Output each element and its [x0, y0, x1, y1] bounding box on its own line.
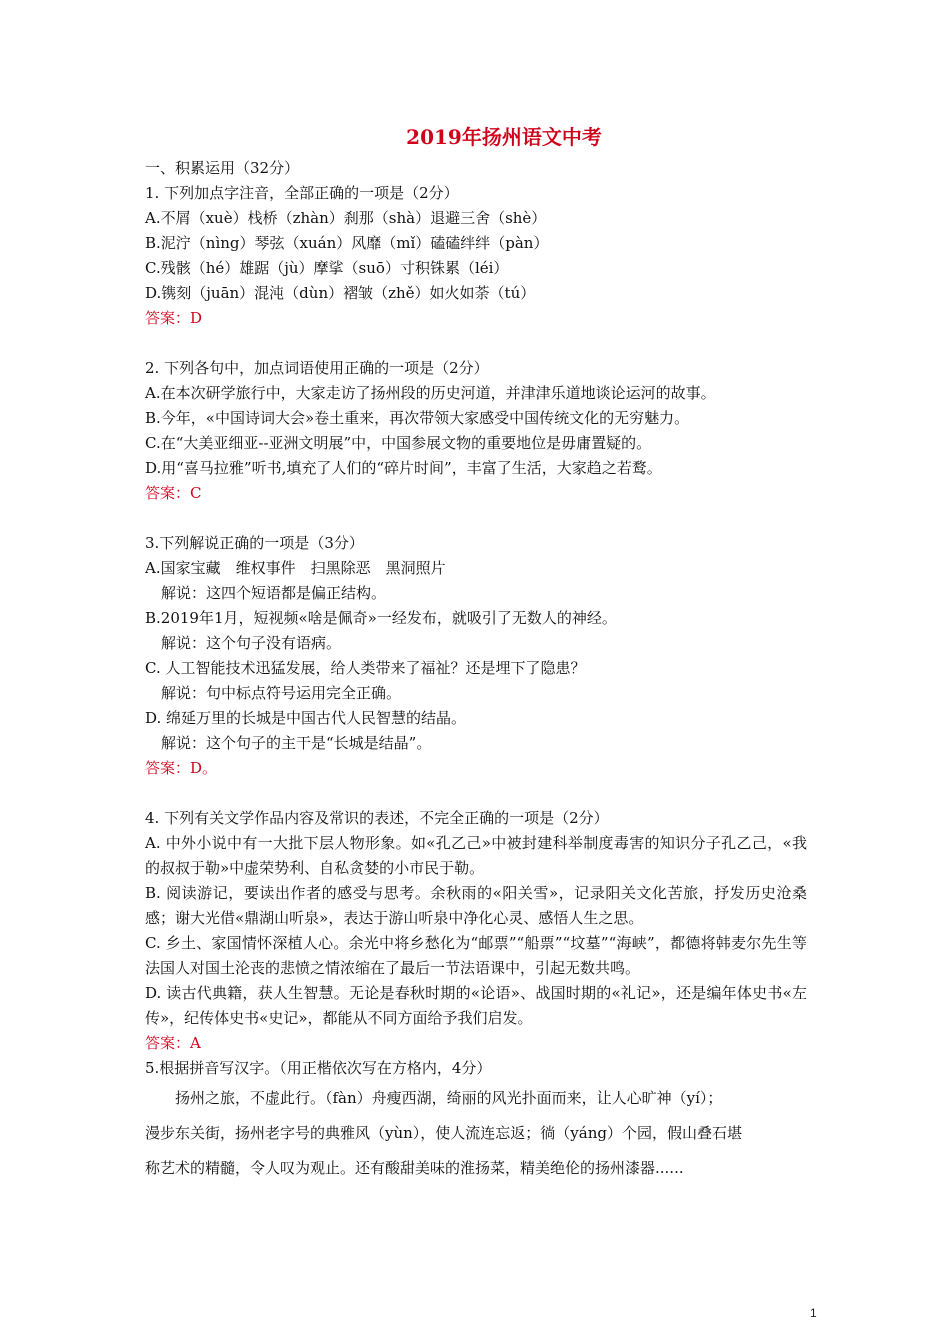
q2-option-d: D.用“喜马拉雅”听书,填充了人们的“碎片时间”，丰富了生活，大家趋之若鹜。	[145, 459, 662, 477]
q4-stem: 4. 下列有关文学作品内容及常识的表述，不完全正确的一项是（2分）	[145, 809, 609, 827]
q4-option-b: B. 阅读游记，要读出作者的感受与思考。余秋雨的«阳关雪»，记录阳关文化苦旅，抒发历史沧桑感；谢大光借«鼎湖山听泉»，表达于游山听泉中净化心灵、感悟人生之思。	[145, 884, 807, 927]
q2-option-c: C.在“大美亚细亚--亚洲文明展”中，中国参展文物的重要地位是毋庸置疑的。	[145, 434, 652, 452]
spacer	[145, 506, 807, 531]
section-heading: 一、积累运用（32分）	[145, 159, 300, 177]
q1-option-a: A.不屑（xuè）栈桥（zhàn）刹那（shà）退避三舍（shè）	[145, 209, 547, 227]
q3-explain-c: 解说：句中标点符号运用完全正确。	[161, 684, 402, 702]
q2-answer: 答案：C	[145, 484, 202, 502]
q3-option-b: B.2019年1月，短视频«啥是佩奇»一经发布，就吸引了无数人的神经。	[145, 609, 617, 627]
q5-passage-line: 扬州之旅，不虚此行。（fàn）舟瘦西湖，绮丽的风光扑面而来，让人心旷神（yí）；	[175, 1089, 723, 1107]
q1-answer: 答案：D	[145, 309, 203, 327]
q3-option-a: A.国家宝藏 维权事件 扫黑除恶 黑洞照片	[145, 559, 446, 577]
q3-explain-d: 解说：这个句子的主干是“长城是结晶”。	[161, 734, 432, 752]
q3-option-c: C. 人工智能技术迅猛发展，给人类带来了福祉？还是埋下了隐患？	[145, 659, 586, 677]
q1-option-b: B.泥泞（nìng）琴弦（xuán）风靡（mǐ）磕磕绊绊（pàn）	[145, 234, 549, 252]
q2-option-b: B.今年，«中国诗词大会»卷土重来，再次带领大家感受中国传统文化的无穷魅力。	[145, 409, 690, 427]
q1-option-d: D.镌刻（juān）混沌（dùn）褶皱（zhě）如火如荼（tú）	[145, 284, 536, 302]
q5-passage	[145, 1081, 807, 1186]
page-number: 1	[810, 1306, 817, 1320]
q3-stem: 3.下列解说正确的一项是（3分）	[145, 534, 364, 552]
page-title: 2019年扬州语文中考	[406, 125, 602, 149]
q4-answer: 答案：A	[145, 1034, 201, 1052]
q3-explain-b: 解说：这个句子没有语病。	[161, 634, 342, 652]
spacer	[145, 781, 807, 806]
q5-passage-line: 称艺术的精髓，令人叹为观止。还有酸甜美味的淮扬菜，精美绝伦的扬州漆器......	[145, 1159, 684, 1177]
q5-stem: 5.根据拼音写汉字。（用正楷依次写在方格内，4分）	[145, 1059, 492, 1077]
q3-explain-a: 解说：这四个短语都是偏正结构。	[161, 584, 387, 602]
q4-option-a: A. 中外小说中有一大批下层人物形象。如«孔乙己»中被封建科举制度毒害的知识分子孔乙己，«我的叔叔于勒»中虚荣势利、自私贪婪的小市民于勒。	[145, 834, 807, 877]
q3-answer: 答案：D。	[145, 759, 218, 777]
q2-stem: 2. 下列各句中，加点词语使用正确的一项是（2分）	[145, 359, 489, 377]
q1-stem: 1. 下列加点字注音，全部正确的一项是（2分）	[145, 184, 459, 202]
q3-option-d: D. 绵延万里的长城是中国古代人民智慧的结晶。	[145, 709, 467, 727]
q5-passage-line: 漫步东关街，扬州老字号的典雅风（yùn），使人流连忘返；徜（yáng）个园，假山叠石堪	[145, 1124, 742, 1142]
q4-option-d: D. 读古代典籍，获人生智慧。无论是春秋时期的«论语»、战国时期的«礼记»，还是编年体史书«左传»，纪传体史书«史记»，都能从不同方面给予我们启发。	[145, 984, 807, 1027]
q4-option-c: C. 乡土、家国情怀深植人心。余光中将乡愁化为“邮票”“船票”“坟墓”“海峡”，都德将韩麦尔先生等法国人对国土沦丧的悲愤之情浓缩在了最后一节法语课中，引起无数共鸣。	[145, 934, 807, 977]
q2-option-a: A.在本次研学旅行中，大家走访了扬州段的历史河道，并津津乐道地谈论运河的故事。	[145, 384, 716, 402]
spacer	[145, 331, 807, 356]
q1-option-c: C.残骸（hé）雄踞（jù）摩挲（suō）寸积铢累（léi）	[145, 259, 509, 277]
exam-content	[145, 120, 807, 1186]
